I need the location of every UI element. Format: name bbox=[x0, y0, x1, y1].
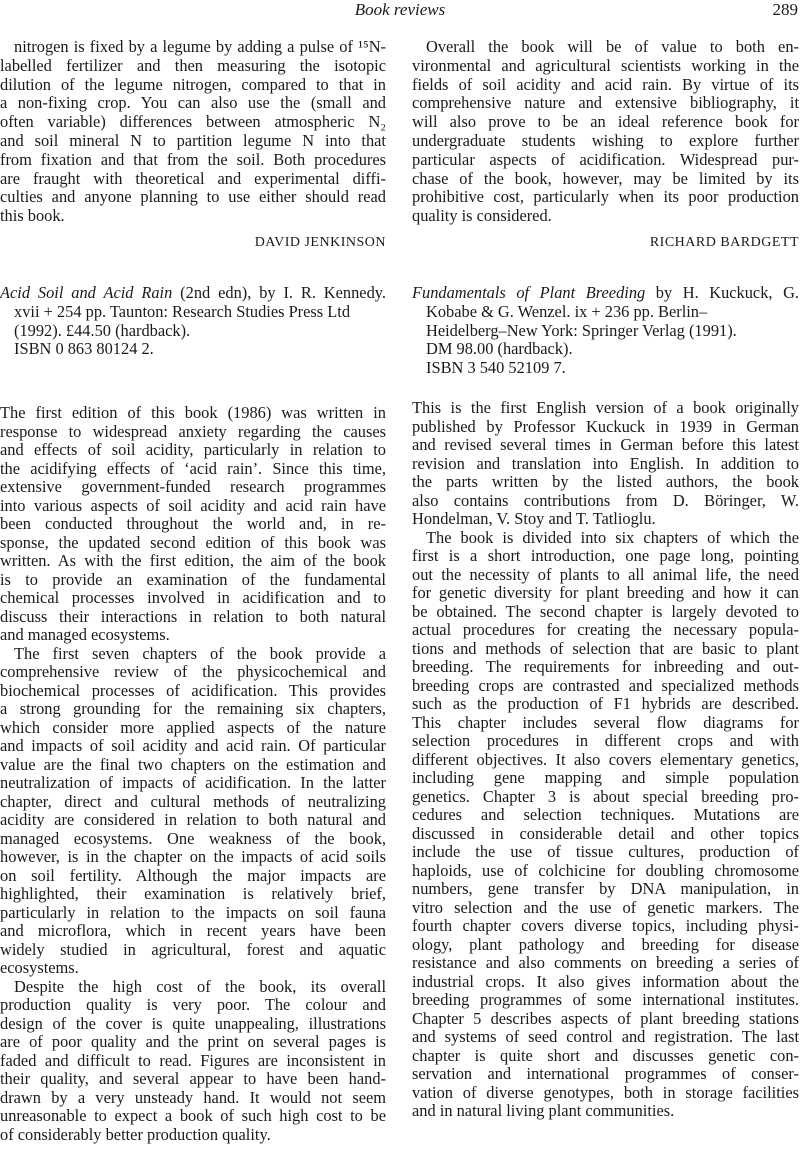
text-line: unreasonable to expect a book of such high cost to be bbox=[0, 1106, 386, 1125]
running-header: Book reviews bbox=[354, 0, 446, 19]
text-line: extensive government-funded research programmes bbox=[0, 477, 386, 496]
text-line: Kobabe & G. Wenzel. ix + 236 pp. Berlin– bbox=[426, 301, 708, 321]
text-line: chase of the book, however, may be limited by its bbox=[412, 168, 799, 188]
text-line: Despite the high cost of the book, its overall bbox=[14, 976, 386, 996]
text-line: breeding crops are contrasted and specialized methods bbox=[412, 675, 799, 695]
text-line: comprehensive nature and extensive bibliography, it bbox=[412, 93, 799, 113]
text-line: into various aspects of soil acidity and acid rain have bbox=[0, 495, 386, 515]
text-line: Hondelman, V. Stoy and T. Tatlioglu. bbox=[412, 509, 656, 528]
text-line: particular aspects of acidification. Widespread pur- bbox=[412, 149, 799, 169]
text-line: is to provide an examination of the fundamental bbox=[0, 569, 386, 589]
text-line: breeding programmes of some international institutes. bbox=[412, 990, 799, 1009]
book-citation-plant-breeding bbox=[412, 284, 799, 378]
text-line: sponse, the updated second edition of this book was bbox=[0, 532, 386, 552]
text-line: and revised several times in German before this latest bbox=[412, 435, 799, 454]
text-line: and in natural living plant communities. bbox=[412, 1101, 675, 1120]
text-line: numbers, gene transfer by DNA manipulation, in bbox=[412, 879, 799, 898]
paragraph bbox=[412, 399, 799, 529]
text-line: and managed ecosystems. bbox=[0, 625, 170, 644]
text-line: been conducted throughout the world and, in re- bbox=[0, 514, 386, 533]
text-line: fourth chapter covers diverse topics, including physi- bbox=[412, 916, 799, 935]
text-line: be obtained. The second chapter is largely devoted to bbox=[412, 601, 799, 621]
text-line: published by Professor Kuckuck in 1939 in German bbox=[412, 416, 799, 436]
text-line: also contains contributions from D. Böringer, W. bbox=[412, 490, 799, 510]
book-title: Acid Soil and Acid Rain bbox=[0, 283, 173, 302]
text-line: a non-fixing crop. You can also use the (small and bbox=[0, 93, 386, 113]
text-line: breeding. The requirements for inbreeding and out- bbox=[412, 657, 799, 676]
text-line: chapter is quite short and discusses genetic con- bbox=[412, 1045, 799, 1065]
text-line: culties and anyone planning to use either should read bbox=[0, 187, 386, 207]
text-line: ISBN 3 540 52109 7. bbox=[426, 358, 566, 378]
review-body-acid-soil bbox=[0, 404, 386, 1144]
text-line: value are the final two chapters on the estimation and bbox=[0, 754, 386, 774]
text-line: and effects of soil acidity, particularly in relation to bbox=[0, 440, 386, 459]
text-line: xvii + 254 pp. Taunton: Research Studies Press Ltd bbox=[14, 301, 351, 321]
book-title: Fundamentals of Plant Breeding bbox=[412, 283, 646, 302]
text-line: Chapter 5 describes aspects of plant breeding stations bbox=[412, 1008, 799, 1028]
text-line: are fraught with theoretical and experimental diffi- bbox=[0, 168, 386, 188]
reviewer-signature-bardgett: RICHARD BARDGETT bbox=[649, 235, 799, 250]
text-line: ecosystems. bbox=[0, 958, 79, 977]
text-line: their quality, and several appear to have been hand- bbox=[0, 1069, 386, 1088]
text-line: widely studied in agricultural, forest and aquatic bbox=[0, 939, 386, 959]
text-line: out the necessity of plants to all animal life, the need bbox=[412, 564, 799, 584]
text-line: labelled fertilizer and then measuring the isotopic bbox=[0, 55, 386, 75]
text-line: DM 98.00 (hardback). bbox=[426, 339, 573, 359]
text-line: discussed in considerable detail and other topics bbox=[412, 823, 799, 843]
text-line: chemical processes involved in acidification and to bbox=[0, 588, 386, 607]
citation-authors: (2nd edn), by I. R. Kennedy. bbox=[172, 283, 386, 302]
citation-authors: by H. Kuckuck, G. bbox=[645, 283, 800, 302]
text-line: written. As with the first edition, the aim of the book bbox=[0, 551, 386, 570]
text-line: haploids, use of colchicine for doubling chromosome bbox=[412, 860, 799, 880]
text-line: drawn by a very unsteady hand. It would not seem bbox=[0, 1087, 386, 1107]
text-line: chapter, direct and cultural methods of neutralizing bbox=[0, 791, 386, 811]
text-line: prohibitive cost, particularly when its poor production bbox=[412, 187, 799, 207]
text-line: discuss their interactions in relation to both natural bbox=[0, 606, 386, 626]
text-line: the parts written by the listed authors, the book bbox=[412, 472, 799, 491]
text-line: tions and methods of selection that are basic to plant bbox=[412, 638, 799, 658]
text-line: first is a short introduction, one page long, pointing bbox=[412, 546, 799, 565]
text-line: comprehensive review of the physicochemical and bbox=[0, 662, 386, 681]
text-line: highlighted, their examination is relatively brief, bbox=[0, 884, 386, 903]
right-continuation-text bbox=[412, 38, 799, 226]
text-line: however, is in the chapter on the impacts of acid soils bbox=[0, 847, 386, 866]
text-line: of considerably better production quality. bbox=[0, 1124, 271, 1144]
text-line: revision and translation into English. In addition to bbox=[412, 453, 799, 473]
text-line: dilution of the legume nitrogen, compared to that in bbox=[0, 74, 386, 94]
text-line: ISBN 0 863 80124 2. bbox=[14, 339, 154, 359]
text-line: faded and difficult to read. Figures are inconsistent in bbox=[0, 1050, 386, 1070]
text-line: servation and international programmes of conser- bbox=[412, 1064, 799, 1083]
text-line: including gene mapping and simple population bbox=[412, 768, 799, 787]
text-line: undergraduate students wishing to explore further bbox=[412, 130, 799, 150]
paragraph bbox=[0, 978, 386, 1145]
text-line: such as the production of F1 hybrids are described. bbox=[412, 694, 799, 713]
text-line: vitro selection and the use of genetic markers. The bbox=[412, 897, 799, 917]
text-line: design of the cover is quite unappealing, illustrations bbox=[0, 1013, 386, 1033]
review-body-plant-breeding bbox=[412, 399, 799, 1121]
text-line: biochemical processes of acidification. This provides bbox=[0, 680, 386, 700]
paragraph bbox=[0, 404, 386, 645]
paragraph bbox=[0, 645, 386, 978]
text-line: This chapter includes several flow diagrams for bbox=[412, 712, 799, 732]
text-line: neutralization of impacts of acidification. In the latter bbox=[0, 773, 386, 792]
page-number: 289 bbox=[772, 0, 798, 19]
text-line: from fixation and that from the soil. Both procedures bbox=[0, 149, 386, 169]
text-line: selection procedures in different crops and with bbox=[412, 731, 799, 750]
text-line: acidity are considered in relation to both natural and bbox=[0, 810, 386, 829]
text-line: The book is divided into six chapters of which the bbox=[426, 527, 799, 547]
left-continuation-text bbox=[0, 38, 386, 226]
text-line: genetics. Chapter 3 is about special breeding pro- bbox=[412, 786, 799, 806]
text-line: are of poor quality and the print on several pages is bbox=[0, 1032, 386, 1051]
book-citation-acid-soil bbox=[0, 284, 386, 359]
text-line: This is the first English version of a book originally bbox=[412, 398, 799, 417]
text-line: different objectives. It also covers elementary genetics, bbox=[412, 749, 799, 769]
text-line: on soil fertility. Although the major impacts are bbox=[0, 865, 386, 885]
text-line: ology, plant pathology and breeding for disease bbox=[412, 934, 799, 954]
text-line: resistance and also comments on breeding a series of bbox=[412, 953, 799, 972]
text-line: Heidelberg–New York: Springer Verlag (1991). bbox=[426, 320, 737, 340]
text-line: and systems of seed control and registration. The last bbox=[412, 1027, 799, 1046]
text-line: vironmental and agricultural scientists working in the bbox=[412, 55, 799, 75]
reviewer-signature-jenkinson: DAVID JENKINSON bbox=[254, 235, 386, 250]
text-line: will also prove to be an ideal reference book for bbox=[412, 112, 799, 132]
text-line: (1992). £44.50 (hardback). bbox=[14, 320, 191, 340]
text-line: nitrogen is fixed by a legume by adding a pulse of ¹⁵N- bbox=[14, 37, 386, 56]
text-line: fields of soil acidity and acid rain. By virtue of its bbox=[412, 74, 799, 94]
text-line: cedures and selection techniques. Mutations are bbox=[412, 805, 799, 824]
text-line: which consider more applied aspects of the nature bbox=[0, 717, 386, 737]
text-line: particularly in relation to the impacts on soil fauna bbox=[0, 902, 386, 922]
text-line: include the use of tissue cultures, production of bbox=[412, 842, 799, 861]
text-line: actual procedures for creating the necessary popula- bbox=[412, 620, 799, 639]
text-line: vation of diverse genotypes, both in storage facilities bbox=[412, 1082, 799, 1102]
text-line: for genetic diversity for plant breeding and how it can bbox=[412, 583, 799, 602]
text-line: and soil mineral N to partition legume N into that bbox=[0, 130, 386, 150]
text-line: production quality is very poor. The colour and bbox=[0, 995, 386, 1014]
text-line: The first edition of this book (1986) was written in bbox=[0, 403, 386, 422]
text-line: often variable) differences between atmospheric N₂ bbox=[0, 112, 386, 132]
paragraph bbox=[412, 529, 799, 1121]
text-line: the acidifying effects of ‘acid rain’. Since this time, bbox=[0, 458, 386, 478]
text-line: quality is considered. bbox=[412, 206, 552, 226]
text-line: Overall the book will be of value to both en- bbox=[426, 37, 799, 56]
text-line: a strong grounding for the remaining six chapters, bbox=[0, 699, 386, 718]
text-line: this book. bbox=[0, 206, 65, 226]
text-line: industrial crops. It also gives information about the bbox=[412, 971, 799, 991]
text-line: response to widespread anxiety regarding the causes bbox=[0, 421, 386, 441]
text-line: and microflora, which in recent years have been bbox=[0, 921, 386, 940]
text-line: and impacts of soil acidity and acid rain. Of particular bbox=[0, 736, 386, 755]
text-line: managed ecosystems. One weakness of the book, bbox=[0, 828, 386, 848]
text-line: The first seven chapters of the book provide a bbox=[14, 643, 386, 663]
